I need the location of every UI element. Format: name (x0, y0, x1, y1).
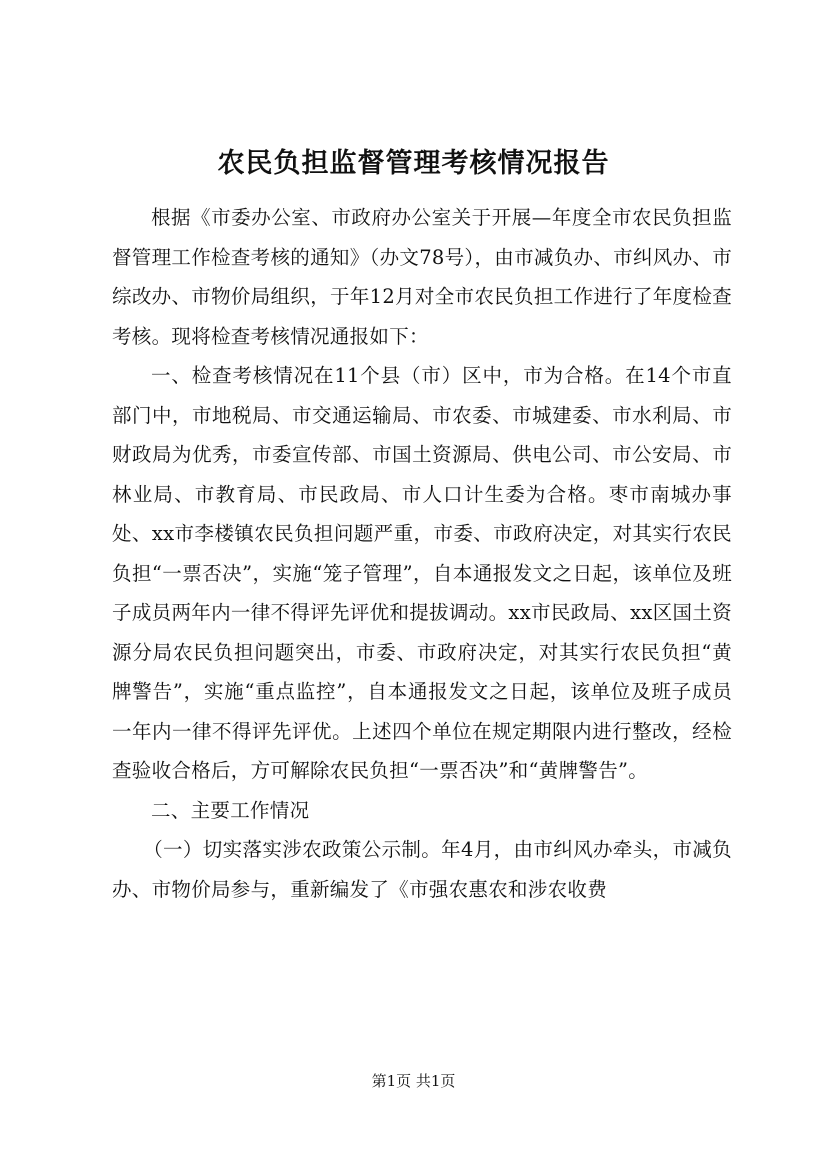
heading-section-two: 二、主要工作情况 (151, 798, 310, 822)
document-title: 农民负担监督管理考核情况报告 (217, 148, 610, 179)
document-body (112, 198, 732, 909)
paragraph-subsection-one: （一）切实落实涉农政策公示制。年4月，由市纠风办牵头，市减负办、市物价局参与，重新编发了《市强农惠农和涉农收费 (112, 838, 732, 901)
paragraph-section-one: 一、检查考核情况在11个县（市）区中，市为合格。在14个市直部门中，市地税局、市交通运输局、市农委、市城建委、市水利局、市财政局为优秀，市委宣传部、市国土资源局、供电公司、市公安局、市林业局、市教育局、市民政局、市人口计生委为合格。枣市南城办事处、xx市李楼镇农民负担问题严重，市委、市政府决定，对其实行农民负担“一票否决”，实施“笼子管理”，自本通报发文之日起，该单位及班子成员两年内一律不得评先评优和提拔调动。xx市民政局、xx区国土资源分局农民负担问题突出，市委、市政府决定，对其实行农民负担“黄牌警告”，实施“重点监控”，自本通报发文之日起，该单位及班子成员一年内一律不得评先评优。上述四个单位在规定期限内进行整改，经检查验收合格后，方可解除农民负担“一票否决”和“黄牌警告”。 (112, 364, 732, 782)
paragraph-intro: 根据《市委办公室、市政府办公室关于开展—年度全市农民负担监督管理工作检查考核的通知》（办文78号），由市减负办、市纠风办、市综改办、市物价局组织，于年12月对全市农民负担工作进行了年度检查考核。现将检查考核情况通报如下： (112, 206, 732, 348)
page-number-footer: 第1页 共1页 (371, 1072, 456, 1090)
